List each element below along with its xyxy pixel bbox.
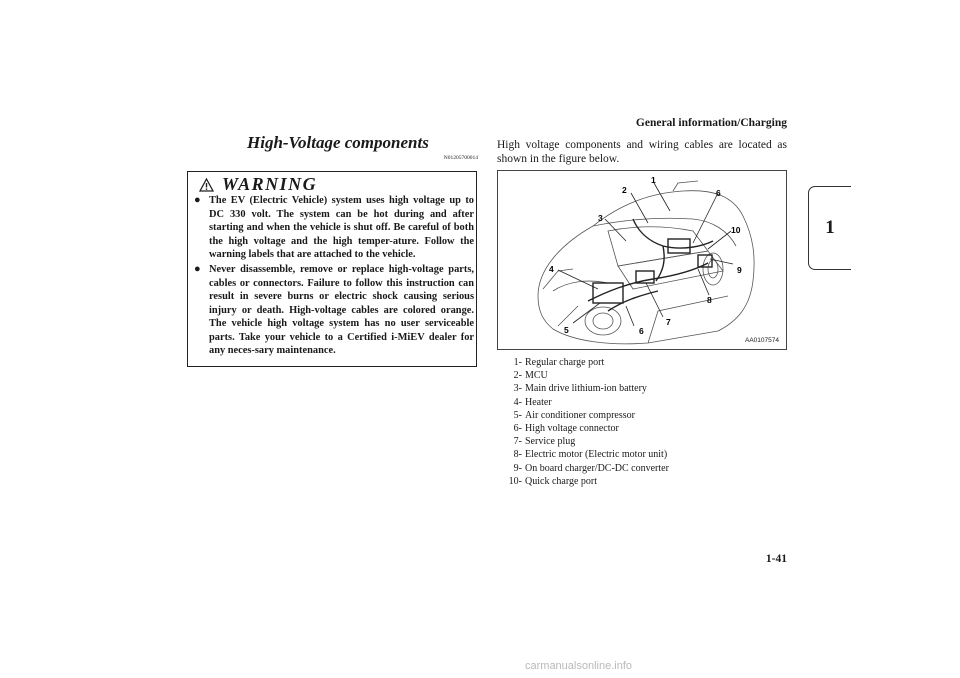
callout-3: 3 — [598, 213, 603, 223]
vehicle-figure — [497, 170, 787, 350]
warning-title: WARNING — [222, 174, 318, 194]
callout-8: 8 — [707, 295, 712, 305]
callout-4: 4 — [549, 264, 554, 274]
running-header: General information/Charging — [635, 117, 787, 129]
component-legend — [499, 356, 789, 488]
bullet-icon: ● — [194, 194, 201, 206]
callout-9: 9 — [737, 265, 742, 275]
list-item: 5- Air conditioner compressor — [513, 409, 635, 421]
callout-6-lower: 6 — [639, 326, 644, 336]
list-item: 8- Electric motor (Electric motor unit) — [513, 449, 668, 461]
warning-item — [194, 194, 474, 262]
page-number: 1-41 — [765, 553, 787, 565]
list-item: 9- On board charger/DC-DC converter — [513, 462, 669, 474]
chapter-tab: 1 — [808, 186, 851, 270]
warning-triangle-icon — [199, 178, 214, 192]
list-item: 2- MCU — [513, 370, 548, 382]
callout-6-upper: 6 — [716, 188, 721, 198]
section-code: N01205700014 — [443, 155, 478, 161]
callout-7: 7 — [666, 317, 671, 327]
vehicle-diagram — [498, 171, 786, 349]
callout-5: 5 — [564, 325, 569, 335]
warning-heading — [199, 174, 317, 195]
bullet-icon: ● — [194, 263, 201, 275]
warning-item — [194, 263, 474, 358]
warning-item-text: The EV (Electric Vehicle) system uses high voltage up to DC 330 volt. The system can be hot during and after starting and when the vehicle is shut off. Be careful of both the high voltage and the high temper-ature. Follow the warning labels that are attached to the vehicle. — [209, 195, 474, 260]
list-item: 7- Service plug — [513, 436, 576, 448]
callout-1: 1 — [651, 175, 656, 185]
warning-item-text: Never disassemble, remove or replace high-voltage parts, cables or connectors. Failure to follow this instruction can result in severe burns or electric shock causing serious injury or death. High-voltage cables are colored orange. The vehicle high voltage system has no user serviceable parts. Take your vehicle to a Certified i-MiEV dealer for any neces-sary maintenance. — [209, 264, 474, 356]
list-item: 1- Regular charge port — [513, 357, 605, 368]
callout-10: 10 — [731, 225, 741, 235]
watermark: carmanualsonline.info — [525, 660, 633, 672]
intro-paragraph: High voltage components and wiring cables are located as shown in the figure below. — [497, 139, 787, 165]
list-item: 4- Heater — [513, 396, 552, 408]
list-item: 6- High voltage connector — [513, 423, 619, 435]
section-title: High-Voltage components — [247, 133, 429, 152]
list-item: 10- Quick charge port — [508, 475, 598, 487]
callout-2: 2 — [622, 185, 627, 195]
list-item: 3- Main drive lithium-ion battery — [513, 383, 647, 395]
figure-code: AA0107574 — [745, 337, 779, 344]
